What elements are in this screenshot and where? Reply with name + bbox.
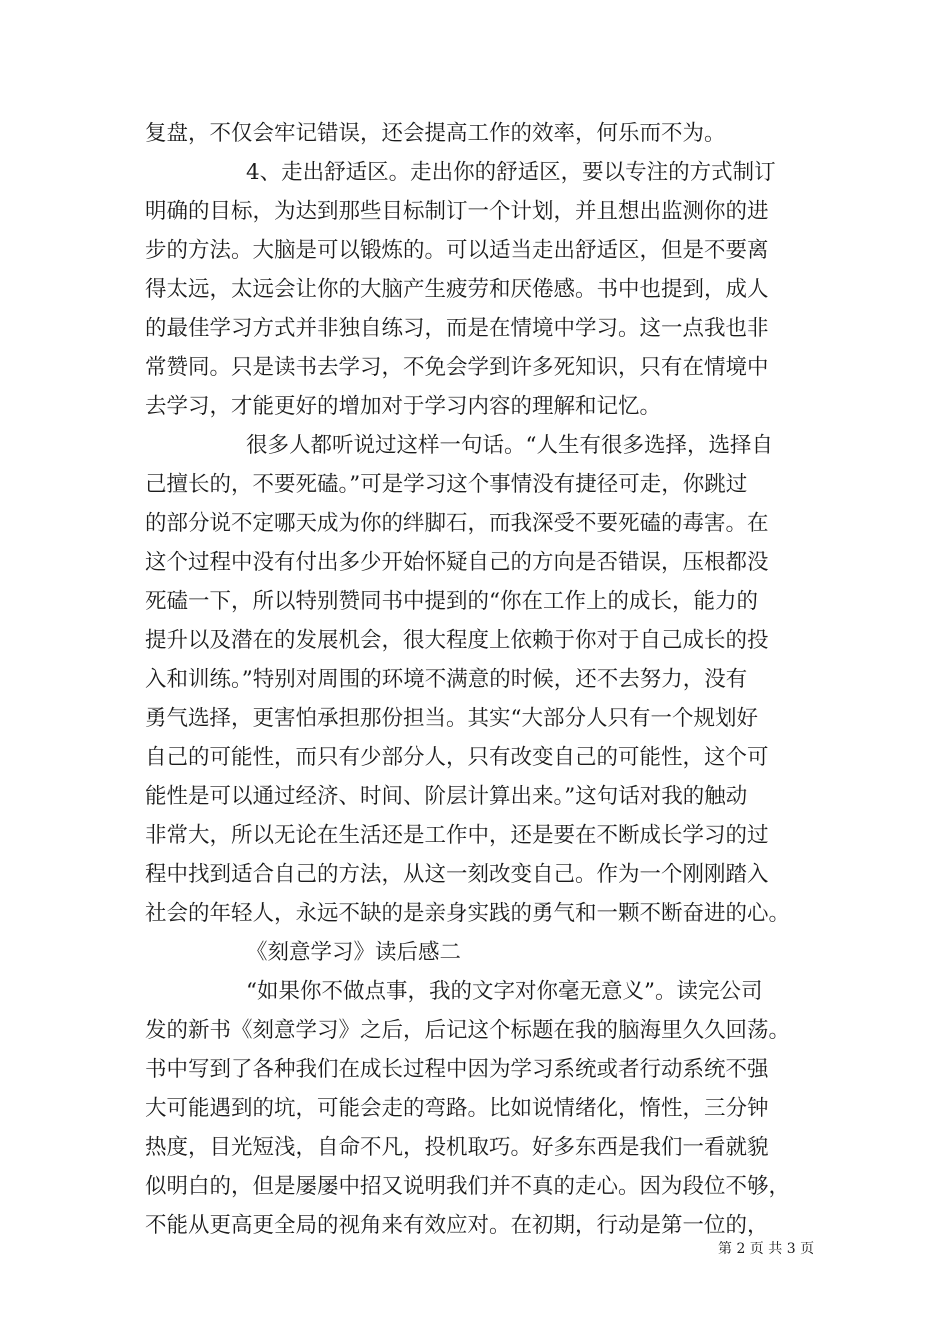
text-line: 社会的年轻人，永远不缺的是亲身实践的勇气和一颗不断奋进的心。 — [145, 901, 791, 926]
text-line: 自己的可能性，而只有少部分人，只有改变自己的可能性，这个可 — [145, 745, 769, 770]
text-line: 得太远，太远会让你的大脑产生疲劳和厌倦感。书中也提到，成人 — [145, 277, 769, 302]
text-line: 书中写到了各种我们在成长过程中因为学习系统或者行动系统不强 — [145, 1057, 769, 1082]
text-line: 这个过程中没有付出多少开始怀疑自己的方向是否错误，压根都没 — [145, 550, 769, 575]
text-line: 勇气选择，更害怕承担那份担当。其实“大部分人只有一个规划好 — [145, 706, 758, 731]
text-line: 能性是可以通过经济、时间、阶层计算出来。”这句话对我的触动 — [145, 784, 748, 809]
text-line: 的部分说不定哪天成为你的绊脚石，而我深受不要死磕的毒害。在 — [145, 511, 769, 536]
text-line: 常赞同。只是读书去学习，不免会学到许多死知识，只有在情境中 — [145, 355, 769, 380]
text-line: 大可能遇到的坑，可能会走的弯路。比如说情绪化，惰性，三分钟 — [145, 1096, 769, 1121]
text-line: 似明白的，但是屡屡中招又说明我们并不真的走心。因为段位不够， — [145, 1174, 791, 1199]
text-line: 非常大，所以无论在生活还是工作中，还是要在不断成长学习的过 — [145, 823, 769, 848]
text-line: 热度，目光短浅，自命不凡，投机取巧。好多东西是我们一看就貌 — [145, 1135, 769, 1160]
text-line: 复盘，不仅会牢记错误，还会提高工作的效率，何乐而不为。 — [145, 121, 726, 146]
text-line: 步的方法。大脑是可以锻炼的。可以适当走出舒适区，但是不要离 — [145, 238, 769, 263]
text-line: 死磕一下，所以特别赞同书中提到的“你在工作上的成长，能力的 — [145, 589, 758, 614]
text-line: 明确的目标，为达到那些目标制订一个计划，并且想出监测你的进 — [145, 199, 769, 224]
page-number-footer: 第 2 页 共 3 页 — [718, 1241, 815, 1257]
text-line: 的最佳学习方式并非独自练习，而是在情境中学习。这一点我也非 — [145, 316, 769, 341]
text-line: 4、走出舒适区。走出你的舒适区，要以专注的方式制订 — [246, 160, 776, 185]
text-line: “如果你不做点事，我的文字对你毫无意义”。读完公司 — [246, 979, 763, 1004]
text-line: 去学习，才能更好的增加对于学习内容的理解和记忆。 — [145, 394, 662, 419]
text-line: 入和训练。”特别对周围的环境不满意的时候，还不去努力，没有 — [145, 667, 748, 692]
text-line: 己擅长的，不要死磕。”可是学习这个事情没有捷径可走，你跳过 — [145, 472, 748, 497]
text-line: 发的新书《刻意学习》之后，后记这个标题在我的脑海里久久回荡。 — [145, 1018, 791, 1043]
text-line: 程中找到适合自己的方法，从这一刻改变自己。作为一个刚刚踏入 — [145, 862, 769, 887]
text-line: 很多人都听说过这样一句话。“人生有很多选择，选择自 — [246, 433, 773, 458]
text-line: 不能从更高更全局的视角来有效应对。在初期，行动是第一位的， — [145, 1213, 769, 1238]
text-line: 提升以及潜在的发展机会，很大程度上依赖于你对于自己成长的投 — [145, 628, 769, 653]
section-heading: 《刻意学习》读后感二 — [246, 940, 462, 965]
